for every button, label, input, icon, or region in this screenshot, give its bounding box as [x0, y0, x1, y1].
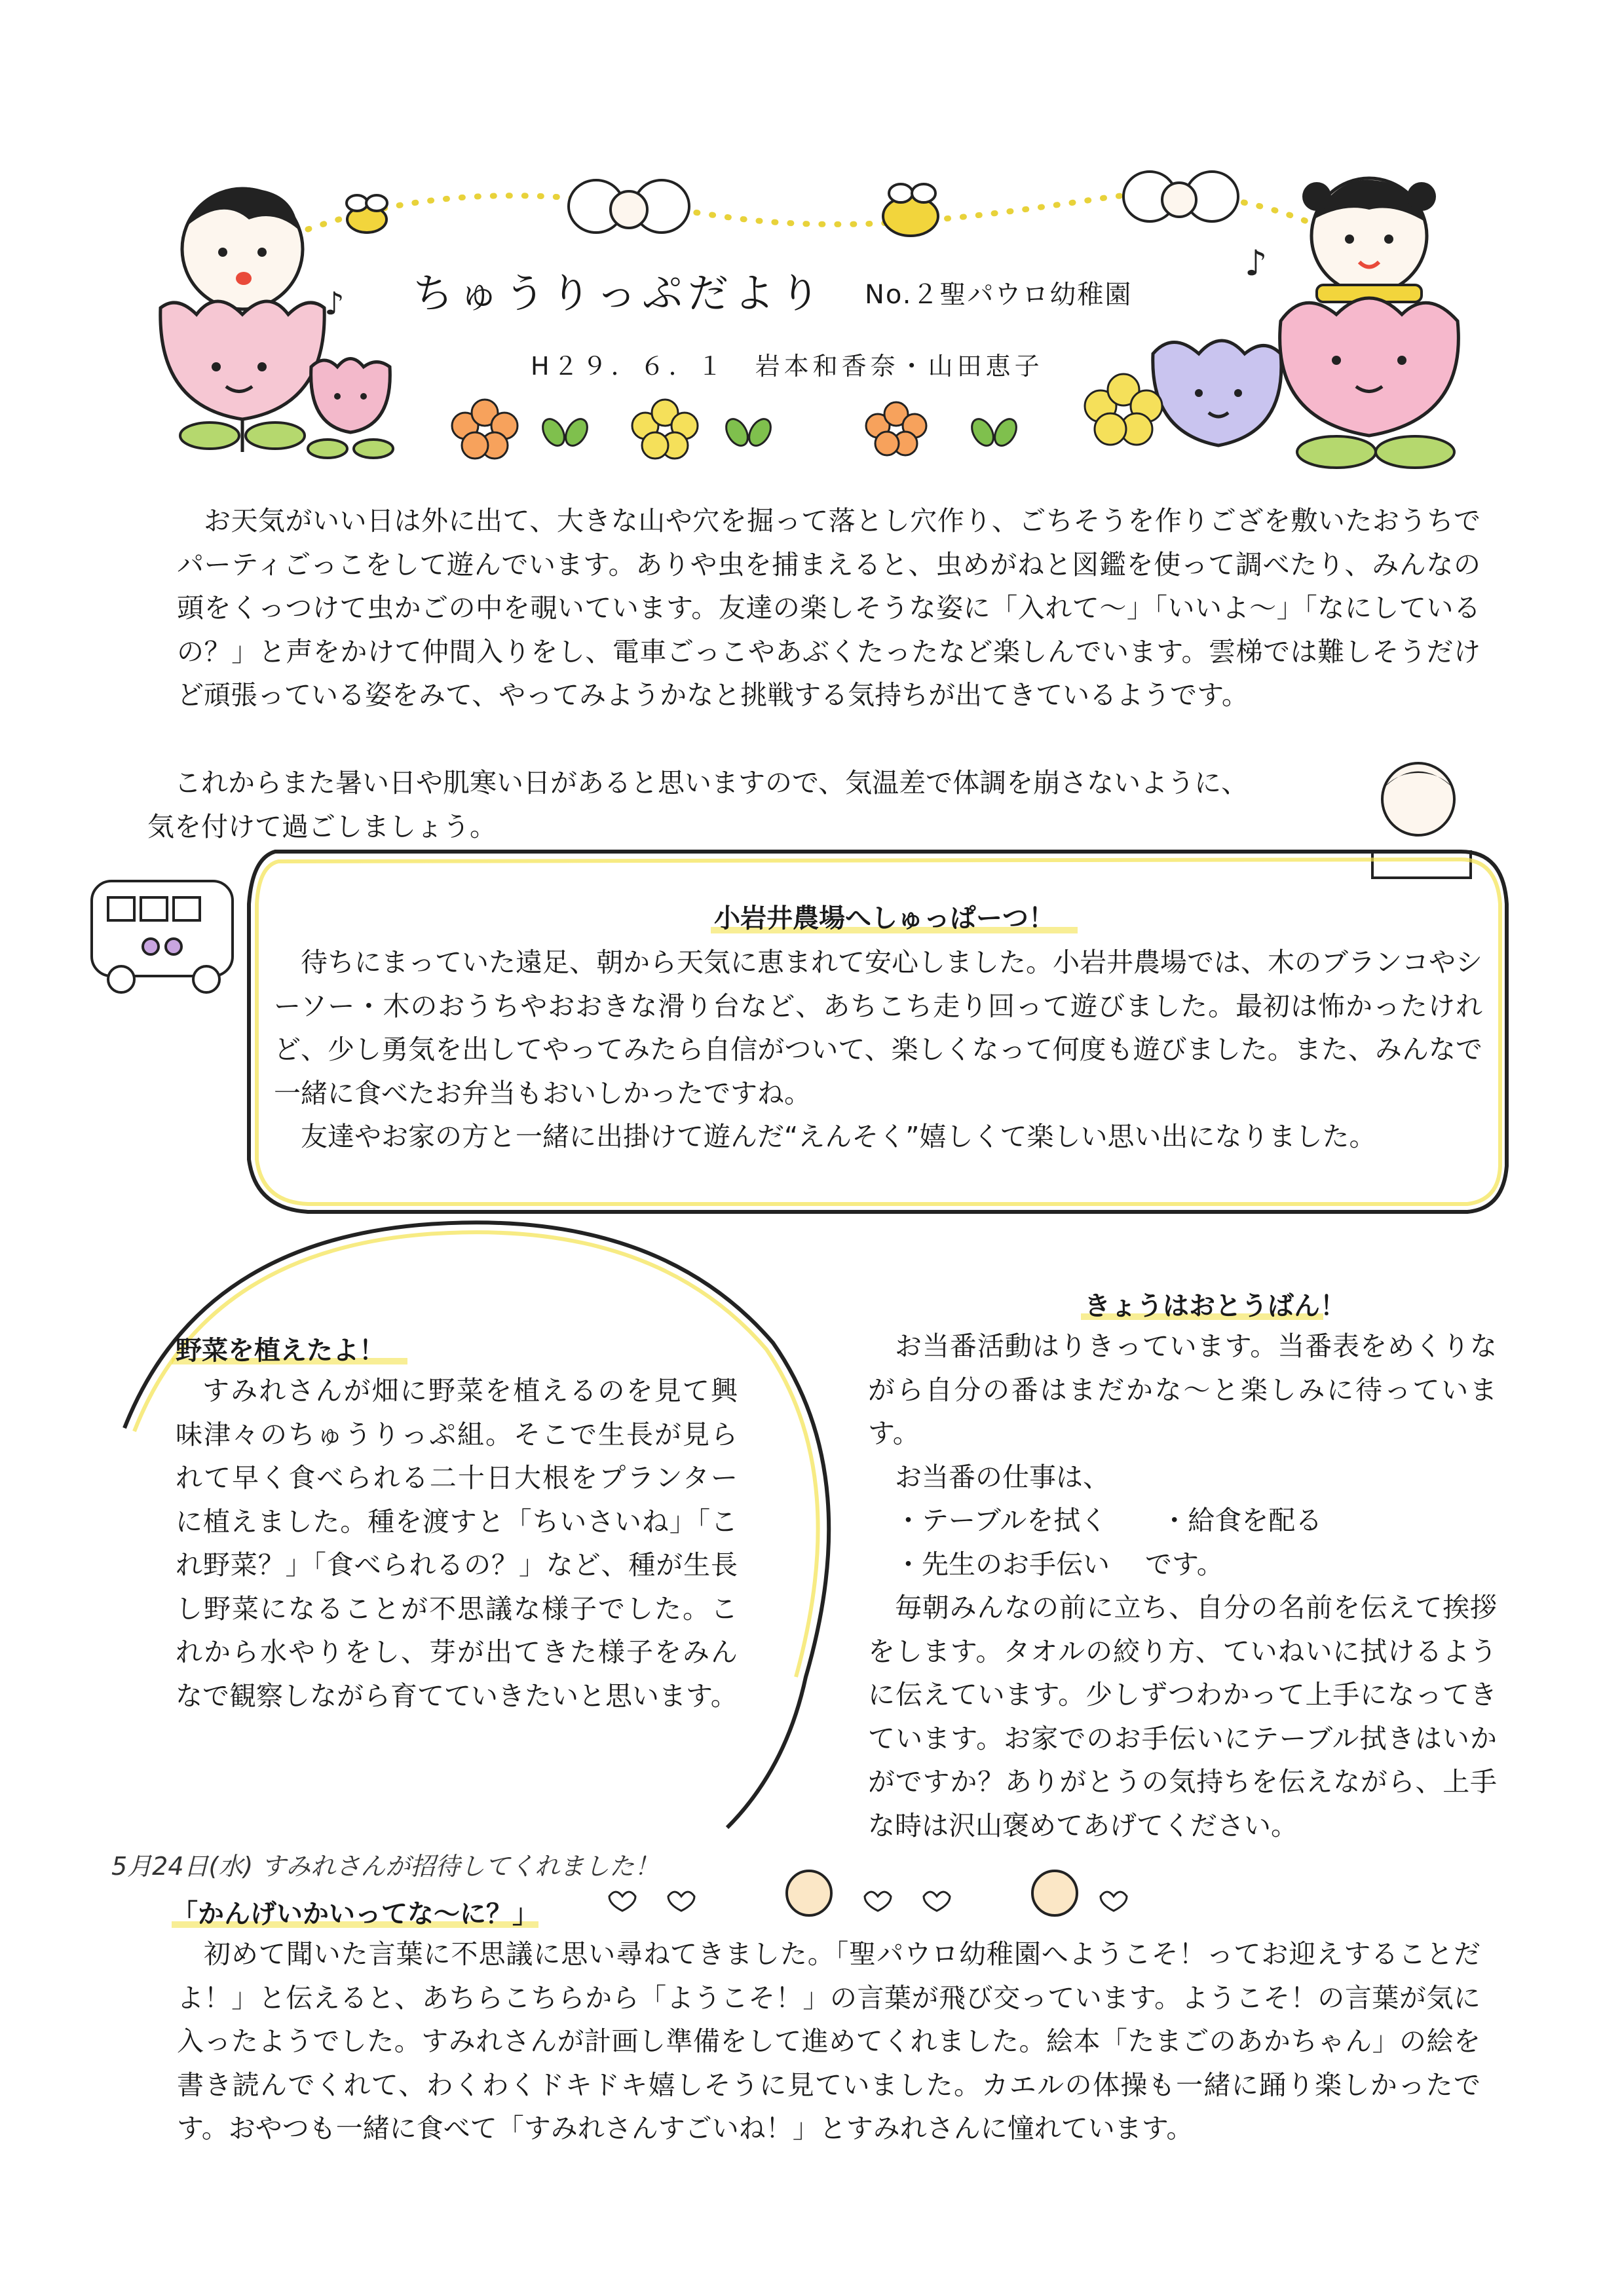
kangei-body: 初めて聞いた言葉に不思議に思い尋ねてきました。「聖パウロ幼稚園へようこそ！ってお迎えすることだよ！」と伝えると、あちらこちらから「ようこそ！」の言葉が飛び交っています。ようこそ！の言葉が気に入ったようでした。すみれさんが計画し準備をして進めてくれました。絵本「たまごのあかちゃん」の絵を書き読んでくれて、わくわくドキドキ嬉しそうに見ていました。カエルの体操も一緒に踊り楽しかったです。おやつも一緒に食べて「すみれさんすごいね！」とすみれさんに憧れています。: [177, 1938, 1481, 2144]
vegetables-body: すみれさんが畑に野菜を植えるのを見て興味津々のちゅうりっぷ組。そこで生長が見られて早く食べられる二十日大根をプランターに植えました。種を渡すと「ちいさいね」「これ野菜？」「食べられるの？」など、種が生長し野菜になることが不思議な様子でした。これから水やりをし、芽が出てきた様子をみんなで観察しながら育てていきたいと思います。: [176, 1375, 738, 1712]
duty-list-item: ・テーブルを拭く ・給食を配る: [895, 1505, 1323, 1536]
boy-face-icon: [182, 187, 303, 309]
tulip-face-icon: [160, 301, 324, 452]
newsletter-title: ちゅうりっぷだより: [413, 269, 826, 317]
farm-body: [274, 941, 1482, 1159]
tulip-face-icon: [308, 359, 393, 459]
kangei-heading: 「かんげいかいってな～に？」: [172, 1899, 538, 1929]
girl-face-icon: [1302, 178, 1436, 302]
flower-icon: [866, 402, 926, 455]
intro-paragraph-2-line2: 気を付けて過ごしましょう。: [147, 810, 497, 842]
intro-paragraph: お天気がいい日は外に出て、大きな山や穴を掘って落とし穴作り、ごちそうを作りござを敷いたおうちでパーティごっこをして遊んでいます。ありや虫を捕まえると、虫めがねと図鑑を使って調べたり、みんなの頭をくっつけて虫かごの中を覗いています。友達の楽しそうな姿に「入れて～」「いいよ～」「なにしているの？」と声をかけて仲間入りをし、電車ごっこやあぶくたったなど楽しんでいます。雲梯では難しそうだけど頑張っている姿をみて、やってみようかなと挑戦する気持ちが出てきているようです。: [177, 505, 1481, 711]
child-face-icon: [787, 1871, 831, 1915]
duty-list-item: ・先生のお手伝い です。: [895, 1548, 1224, 1580]
music-note-icon: ♪: [324, 286, 345, 322]
bee-icon: [883, 184, 938, 236]
date-authors: H２９．６．１ 岩本和香奈・山田恵子: [531, 352, 1044, 381]
vegetables-heading: 野菜を植えたよ！: [176, 1336, 385, 1366]
duty-heading: きょうはおとうばん！: [1084, 1291, 1346, 1321]
duty-paragraph-3: 毎朝みんなの前に立ち、自分の名前を伝えて挨拶をします。タオルの絞り方、ていねいに拭けるように伝えています。少しずつわかって上手になってきています。お家でのお手伝いにテーブル拭きはいかがですか？ありがとうの気持ちを伝えながら、上手な時は沢山褒めてあげてください。: [868, 1592, 1497, 1841]
intro-paragraph-2-line1: これからまた暑い日や肌寒い日があると思いますので、気温差で体調を崩さないように、: [174, 767, 1249, 799]
child-face-icon: [1032, 1871, 1077, 1915]
leaf-row-icon: [538, 415, 1021, 449]
duty-paragraph-1: お当番活動はりきっています。当番表をめくりながら自分の番はまだかな～と楽しみに待っています。: [868, 1330, 1497, 1449]
farm-heading: 小岩井農場へしゅっぱーつ！: [714, 903, 1055, 933]
issue-number: No.２聖パウロ幼稚園: [865, 280, 1133, 310]
bus-icon: [92, 881, 233, 992]
duty-paragraph-2: お当番の仕事は、: [895, 1461, 1110, 1493]
butterfly-icon: [1123, 172, 1238, 221]
butterfly-icon: [569, 180, 689, 233]
duty-body: [868, 1325, 1497, 1847]
farm-paragraph-2: 友達やお家の方と一緒に出掛けて遊んだ“えんそく”嬉しくて楽しい思い出になりました。: [301, 1121, 1376, 1152]
bee-icon: [347, 195, 387, 233]
farm-paragraph-1: 待ちにまっていた遠足、朝から天気に恵まれて安心しました。小岩井農場では、木のブランコやシーソー・木のおうちやおおきな滑り台など、あちこち走り回って遊びました。最初は怖かったけれど、少し勇気を出してやってみたら自信がついて、楽しくなって何度も遊びました。また、みんなで一緒に食べたお弁当もおいしかったですね。: [274, 947, 1482, 1109]
intro-paragraph-2: [147, 761, 1464, 848]
handwritten-note: 5月24日(水) すみれさんが招待してくれました！: [111, 1852, 660, 1881]
music-note-icon: ♪: [1245, 242, 1268, 284]
tulip-face-icon: [1153, 341, 1281, 445]
flower-icon: [452, 400, 518, 459]
tulip-face-icon: [1280, 298, 1459, 468]
